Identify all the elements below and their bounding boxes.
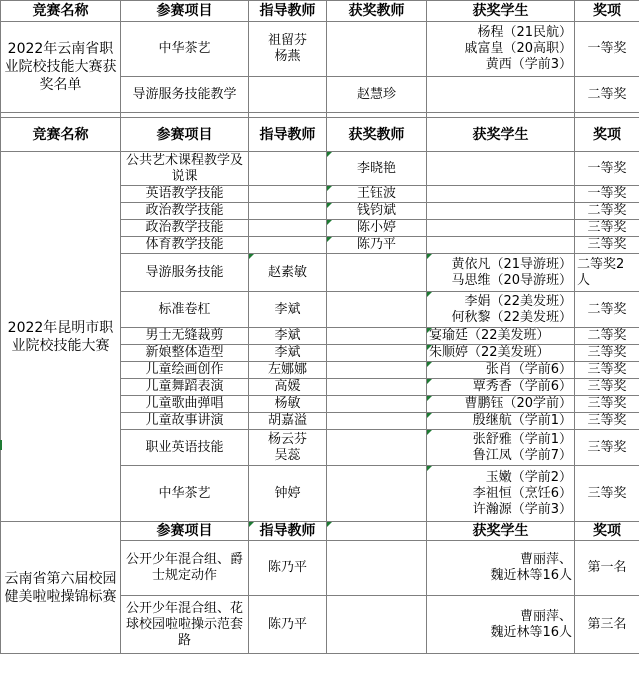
- award-cell: 三等奖: [575, 345, 639, 362]
- award-cell: 第三名: [575, 596, 639, 654]
- students-cell: 玉嫩（学前2） 李祖恒（烹饪6） 许瀚源（学前3）: [427, 466, 575, 522]
- award-cell: 三等奖: [575, 430, 639, 466]
- students-cell: 殷继航（学前1）: [427, 413, 575, 430]
- instructor-cell: [249, 203, 327, 220]
- project-cell: 儿童绘画创作: [121, 362, 249, 379]
- award-cell: 二等奖: [575, 292, 639, 328]
- project-cell: 导游服务技能: [121, 254, 249, 292]
- header-row: [1, 118, 639, 152]
- instructor-cell: 祖留芬 杨燕: [249, 22, 327, 77]
- students-cell: [427, 203, 575, 220]
- project-cell: 中华茶艺: [121, 466, 249, 522]
- instructor-cell: 左娜娜: [249, 362, 327, 379]
- table-row: [1, 22, 639, 77]
- header-competition: 竞赛名称: [1, 1, 121, 22]
- header-project: 参赛项目: [121, 118, 249, 152]
- header-award: 奖项: [575, 118, 639, 152]
- award-cell: 三等奖: [575, 413, 639, 430]
- students-cell: 李娟（22美发班） 何秋黎（22美发班）: [427, 292, 575, 328]
- students-cell: 朱顺婷（22美发班）: [427, 345, 575, 362]
- instructor-cell: 杨云芬 吴蕊: [249, 430, 327, 466]
- winning-teacher-cell: 李晓艳: [327, 152, 427, 186]
- header-award: 奖项: [575, 522, 639, 541]
- instructor-cell: 高媛: [249, 379, 327, 396]
- award-cell: 三等奖: [575, 466, 639, 522]
- competition-name: 云南省第六届校园健美啦啦操锦标赛: [1, 522, 121, 654]
- award-cell: 第一名: [575, 541, 639, 596]
- students-cell: 黄依凡（21导游班） 马思维（20导游班）: [427, 254, 575, 292]
- project-cell: 职业英语技能: [121, 430, 249, 466]
- header-project: 参赛项目: [121, 522, 249, 541]
- header-award: 奖项: [575, 1, 639, 22]
- instructor-cell: [249, 186, 327, 203]
- project-cell: 公开少年混合组、花球校园啦啦操示范套路: [121, 596, 249, 654]
- winning-teacher-cell: 王钰波: [327, 186, 427, 203]
- instructor-cell: [249, 152, 327, 186]
- header-winning-students: 获奖学生: [427, 1, 575, 22]
- instructor-cell: 钟婷: [249, 466, 327, 522]
- table-row: [1, 152, 639, 186]
- instructor-cell: [249, 77, 327, 113]
- header-instructor: 指导教师: [249, 118, 327, 152]
- award-cell: 二等奖: [575, 203, 639, 220]
- students-cell: 宴瑜廷（22美发班）: [427, 328, 575, 345]
- students-cell: [427, 220, 575, 237]
- students-cell: 张肖（学前6）: [427, 362, 575, 379]
- winning-teacher-cell: [327, 396, 427, 413]
- instructor-cell: 陈乃平: [249, 541, 327, 596]
- winning-teacher-cell: [327, 596, 427, 654]
- sheet-marker: [0, 440, 2, 450]
- award-cell: 二等奖: [575, 328, 639, 345]
- project-cell: 体育教学技能: [121, 237, 249, 254]
- winning-teacher-cell: [327, 466, 427, 522]
- winning-teacher-cell: [327, 22, 427, 77]
- award-cell: 三等奖: [575, 220, 639, 237]
- project-cell: 公开少年混合组、爵士规定动作: [121, 541, 249, 596]
- students-cell: [427, 237, 575, 254]
- project-cell: 标准卷杠: [121, 292, 249, 328]
- winning-teacher-cell: 赵慧珍: [327, 77, 427, 113]
- project-cell: 儿童舞蹈表演: [121, 379, 249, 396]
- winning-teacher-cell: [327, 413, 427, 430]
- header-winning-teacher: 获奖教师: [327, 118, 427, 152]
- award-cell: 一等奖: [575, 186, 639, 203]
- winning-teacher-cell: [327, 379, 427, 396]
- award-cell: 三等奖: [575, 362, 639, 379]
- award-cell: 一等奖: [575, 22, 639, 77]
- header-row: [1, 522, 639, 541]
- award-cell: 三等奖: [575, 396, 639, 413]
- project-cell: 中华茶艺: [121, 22, 249, 77]
- project-cell: 政治教学技能: [121, 203, 249, 220]
- instructor-cell: 李斌: [249, 292, 327, 328]
- project-cell: 新娘整体造型: [121, 345, 249, 362]
- project-cell: 男士无缝裁剪: [121, 328, 249, 345]
- winning-teacher-cell: 钱钧斌: [327, 203, 427, 220]
- winning-teacher-cell: [327, 292, 427, 328]
- students-cell: [427, 186, 575, 203]
- project-cell: 公共艺术课程教学及说课: [121, 152, 249, 186]
- competition-name: 2022年昆明市职业院校技能大赛: [1, 152, 121, 522]
- project-cell: 儿童故事讲演: [121, 413, 249, 430]
- instructor-cell: [249, 220, 327, 237]
- award-cell: 三等奖: [575, 237, 639, 254]
- students-cell: 曹丽萍、 魏近林等16人: [427, 541, 575, 596]
- header-winning-students: 获奖学生: [427, 522, 575, 541]
- winning-teacher-cell: 陈乃平: [327, 237, 427, 254]
- winning-teacher-cell: [327, 345, 427, 362]
- students-cell: [427, 77, 575, 113]
- winning-teacher-cell: [327, 328, 427, 345]
- header-competition: 竞赛名称: [1, 118, 121, 152]
- header-project: 参赛项目: [121, 1, 249, 22]
- project-cell: 政治教学技能: [121, 220, 249, 237]
- header-instructor: 指导教师: [249, 522, 327, 541]
- instructor-cell: 李斌: [249, 345, 327, 362]
- winning-teacher-cell: 陈小婷: [327, 220, 427, 237]
- students-cell: [427, 152, 575, 186]
- competition-name: 2022年云南省职业院校技能大赛获奖名单: [1, 22, 121, 113]
- instructor-cell: 陈乃平: [249, 596, 327, 654]
- project-cell: 导游服务技能教学: [121, 77, 249, 113]
- instructor-cell: 赵素敏: [249, 254, 327, 292]
- header-winning-students: 获奖学生: [427, 118, 575, 152]
- header-winning-teacher: 获奖教师: [327, 1, 427, 22]
- header-winning-teacher: [327, 522, 427, 541]
- project-cell: 英语教学技能: [121, 186, 249, 203]
- students-cell: 杨程（21民航） 戚富皇（20高职） 黄西（学前3）: [427, 22, 575, 77]
- award-cell: 一等奖: [575, 152, 639, 186]
- instructor-cell: 李斌: [249, 328, 327, 345]
- header-instructor: 指导教师: [249, 1, 327, 22]
- award-cell: 三等奖: [575, 379, 639, 396]
- award-cell: 二等奖: [575, 77, 639, 113]
- winning-teacher-cell: [327, 430, 427, 466]
- instructor-cell: [249, 237, 327, 254]
- instructor-cell: 杨敏: [249, 396, 327, 413]
- winning-teacher-cell: [327, 541, 427, 596]
- winning-teacher-cell: [327, 362, 427, 379]
- students-cell: 覃秀香（学前6）: [427, 379, 575, 396]
- students-cell: 张舒雅（学前1） 鲁江凤（学前7）: [427, 430, 575, 466]
- award-cell: 二等奖2人: [575, 254, 639, 292]
- project-cell: 儿童歌曲弹唱: [121, 396, 249, 413]
- students-cell: 曹丽萍、 魏近林等16人: [427, 596, 575, 654]
- header-row: [1, 1, 639, 22]
- instructor-cell: 胡嘉溢: [249, 413, 327, 430]
- winning-teacher-cell: [327, 254, 427, 292]
- students-cell: 曹鹏钰（20学前）: [427, 396, 575, 413]
